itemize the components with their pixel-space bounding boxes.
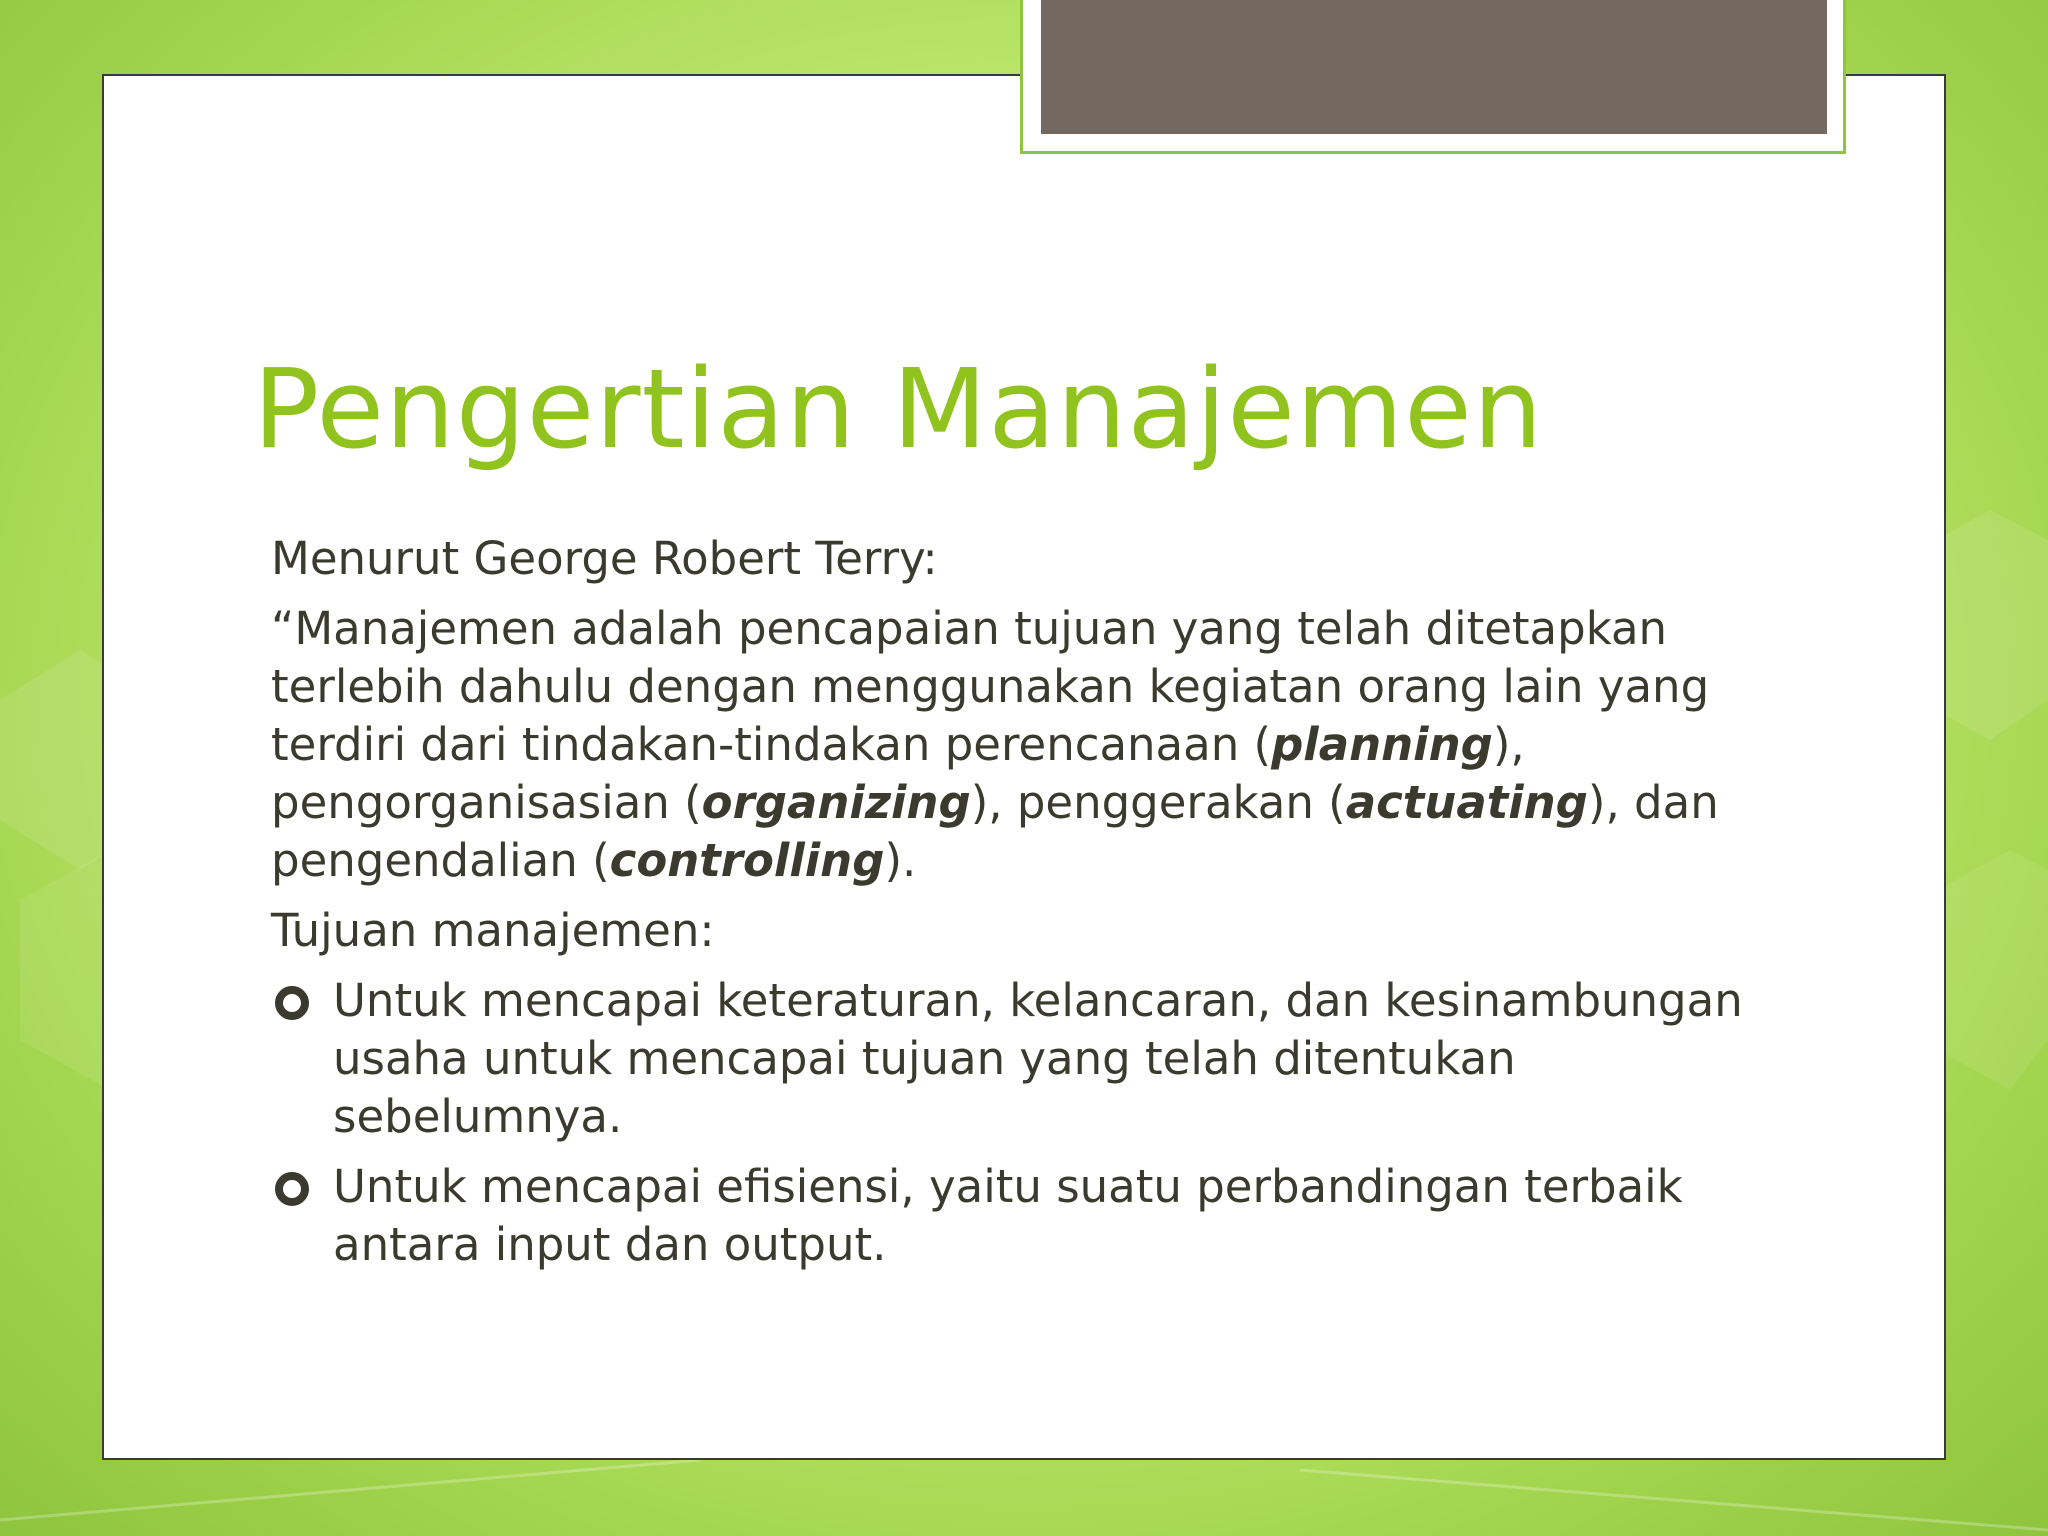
definition-text: ), pengorganisasian ( [271, 718, 1525, 829]
list-item [271, 972, 1751, 1146]
list-item [271, 1158, 1751, 1274]
definition-text: “Manajemen adalah pencapaian tujuan yang telah ditetapkan terlebih dahulu dengan menggunakan kegiatan orang lain yang terdiri dari tindakan-tindakan perencanaan ( [271, 602, 1710, 771]
header-tab-frame [1020, 0, 1846, 154]
slide-body [271, 530, 1751, 1286]
list-item-text: Untuk mencapai keteraturan, kelancaran, dan kesinambungan usaha untuk mencapai tujuan yang telah ditentukan sebelumnya. [333, 974, 1743, 1143]
definition-text: ), dan pengendalian ( [271, 776, 1719, 887]
list-item-text: Untuk mencapai efisiensi, yaitu suatu perbandingan terbaik antara input dan output. [333, 1160, 1683, 1271]
definition-text: ), penggerakan ( [970, 776, 1346, 829]
ring-bullet-icon [275, 986, 309, 1020]
goals-heading: Tujuan manajemen: [271, 904, 715, 957]
term-controlling: controlling [609, 834, 885, 887]
term-planning: planning [1271, 718, 1493, 771]
definition-text: ). [884, 834, 917, 887]
ring-bullet-icon [275, 1172, 309, 1206]
goals-list [271, 972, 1751, 1274]
slide-title: Pengertian Manajemen [253, 345, 1544, 473]
definition-paragraph [271, 600, 1751, 890]
term-actuating: actuating [1345, 776, 1588, 829]
term-organizing: organizing [701, 776, 971, 829]
header-tab-bar [1041, 0, 1827, 134]
intro-text: Menurut George Robert Terry: [271, 532, 938, 585]
